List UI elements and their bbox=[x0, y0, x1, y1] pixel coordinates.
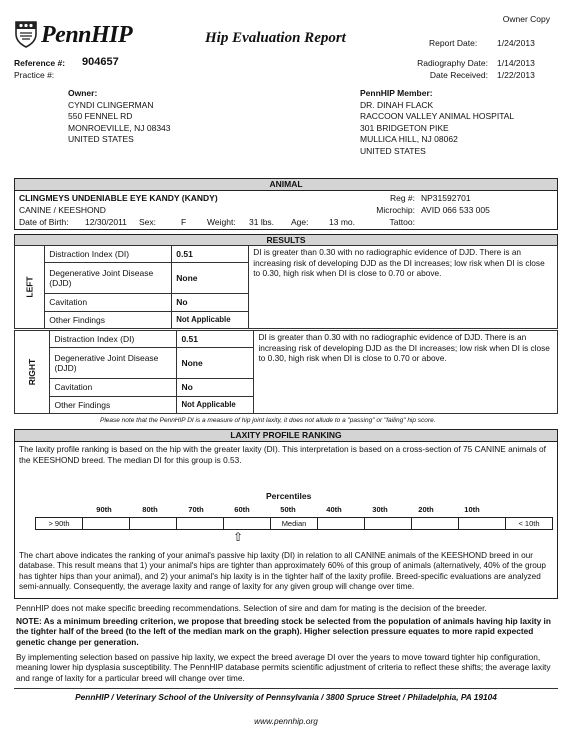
animal-section-title: ANIMAL bbox=[15, 179, 557, 191]
pennhip-logo bbox=[14, 18, 134, 54]
percentile-headers bbox=[35, 505, 541, 516]
percentile-cell bbox=[224, 518, 271, 530]
percentile-cell bbox=[459, 518, 506, 530]
percentile-cell: > 90th bbox=[36, 518, 83, 530]
percentile-header: 30th bbox=[372, 505, 388, 514]
radiography-date: 1/14/2013 bbox=[497, 58, 535, 68]
date-received: 1/22/2013 bbox=[497, 70, 535, 80]
results-right-table bbox=[14, 330, 558, 414]
owner-block bbox=[68, 88, 171, 146]
owner-line: CYNDI CLINGERMAN bbox=[68, 99, 154, 110]
date-received-label: Date Received: bbox=[429, 70, 488, 80]
member-label: PennHIP Member: bbox=[360, 88, 433, 98]
results-left-table bbox=[14, 245, 558, 329]
breeding-note: NOTE: As a minimum breeding criterion, we propose that breeding stock be selected from the population of animals having hip laxity in the tighter half of the breed (to the left of the median mark on the graph). Higher selection pressure equates to more rapid expected genetic change per generation. bbox=[16, 616, 551, 647]
percentile-header: 60th bbox=[234, 505, 250, 514]
weight-label: Weight: bbox=[207, 217, 236, 227]
percentile-cell bbox=[412, 518, 459, 530]
member-block bbox=[360, 88, 514, 157]
animal-section bbox=[14, 178, 558, 230]
laxity-intro: The laxity profile ranking is based on the hip with the greater laxity (DI). This interpretation is based on a cross-section of 75 CANINE animals of the KEESHOND breed. The median DI for this group is 0.53. bbox=[19, 444, 546, 465]
logo-text: PennHIP bbox=[41, 22, 133, 48]
owner-copy-label: Owner Copy bbox=[502, 14, 550, 24]
left-djd-value: None bbox=[172, 263, 249, 294]
implementing-text: By implementing selection based on passive hip laxity, we expect the breed average DI over the years to move toward tighter hip configuration, meaning lower hip dysplasia susceptibility. The PennHIP database permits scientific adjustment of criteria to reflect these shifts; the average laxity and range of laxity for a particular breed will change over time. bbox=[16, 652, 551, 683]
right-side-label: RIGHT bbox=[15, 331, 50, 414]
reg-value: NP31592701 bbox=[421, 193, 471, 203]
percentile-bar bbox=[35, 517, 553, 530]
shield-icon bbox=[14, 20, 38, 48]
report-date-label: Report Date: bbox=[429, 38, 478, 48]
percentile-header: 90th bbox=[96, 505, 112, 514]
microchip-value: AVID 066 533 005 bbox=[421, 205, 490, 215]
laxity-section bbox=[14, 429, 558, 599]
left-comment: DI is greater than 0.30 with no radiographic evidence of DJD. There is an increasing risk of developing DJD as the DI increases; low risk when DI is close to 0.30, high risk when DI is close to 0.70 or above. bbox=[249, 246, 558, 329]
member-line: 301 BRIDGETON PIKE bbox=[360, 122, 449, 133]
right-djd-label: Degenerative Joint Disease (DJD) bbox=[50, 348, 177, 379]
percentile-header: 40th bbox=[326, 505, 342, 514]
ranking-arrow-icon: ⇧ bbox=[233, 530, 244, 544]
left-cavitation-value: No bbox=[172, 294, 249, 311]
no-recommendation-text: PennHIP does not make specific breeding recommendations. Selection of sire and dam for mating is the decision of the breeder. bbox=[16, 603, 487, 613]
left-di-value: 0.51 bbox=[172, 246, 249, 263]
member-line: RACCOON VALLEY ANIMAL HOSPITAL bbox=[360, 111, 515, 121]
percentile-header: 80th bbox=[142, 505, 158, 514]
percentile-cell: < 10th bbox=[506, 518, 553, 530]
percentile-cell bbox=[365, 518, 412, 530]
owner-line: UNITED STATES bbox=[68, 134, 134, 144]
results-section bbox=[14, 234, 558, 414]
sex-label: Sex: bbox=[139, 217, 157, 227]
reg-label: Reg #: bbox=[389, 193, 415, 203]
left-di-label: Distraction Index (DI) bbox=[45, 246, 172, 263]
percentile-cell bbox=[177, 518, 224, 530]
left-other-label: Other Findings bbox=[45, 311, 172, 328]
dob-value: 12/30/2011 bbox=[85, 217, 127, 227]
dob-label: Date of Birth: bbox=[19, 217, 69, 227]
footer-website: www.pennhip.org bbox=[254, 716, 318, 726]
percentiles-title: Percentiles bbox=[266, 491, 312, 501]
footer-address: PennHIP / Veterinary School of the University of Pennsylvania / 3800 Spruce Street / Philadelphia, PA 19104 bbox=[75, 692, 497, 702]
percentile-cell bbox=[83, 518, 130, 530]
right-cavitation-label: Cavitation bbox=[50, 379, 177, 396]
right-di-value: 0.51 bbox=[177, 331, 254, 348]
left-djd-label: Degenerative Joint Disease (DJD) bbox=[45, 263, 172, 294]
right-di-label: Distraction Index (DI) bbox=[50, 331, 177, 348]
right-cavitation-value: No bbox=[177, 379, 254, 396]
left-cavitation-label: Cavitation bbox=[45, 294, 172, 311]
reference-label: Reference #: bbox=[14, 58, 66, 68]
right-other-value: Not Applicable bbox=[177, 396, 254, 413]
sex-value: F bbox=[181, 217, 187, 227]
age-value: 13 mo. bbox=[329, 217, 355, 227]
member-line: DR. DINAH FLACK bbox=[360, 99, 434, 110]
laxity-section-title: LAXITY PROFILE RANKING bbox=[15, 430, 557, 442]
weight-value: 31 lbs. bbox=[249, 217, 275, 227]
microchip-label: Microchip: bbox=[376, 205, 415, 215]
results-section-title: RESULTS bbox=[14, 234, 558, 246]
footer-rule bbox=[14, 688, 558, 689]
laxity-explanation: The chart above indicates the ranking of your animal's passive hip laxity (DI) in relation to all CANINE animals of the KEESHOND breed in our database. This result means that 1) your animal's hips are tighter than approximately 60% of this group of animals (alternatively, 40% of the group has tighter hips than your animal), and 2) your animal's hip laxity is in the tighter half of the laxity profile. Breed-specific evaluations are analyzed semi-annually. Consequently, the average laxity and range of laxity for any given group will change over time. bbox=[19, 551, 546, 591]
results-note: Please note that the PennHIP DI is a measure of hip joint laxity, it does not allude to a "passing" or "failing" hip score. bbox=[100, 417, 436, 424]
animal-breed: CANINE / KEESHOND bbox=[19, 205, 106, 215]
right-other-label: Other Findings bbox=[50, 396, 177, 413]
radiography-date-label: Radiography Date: bbox=[417, 58, 488, 68]
left-side-label: LEFT bbox=[15, 246, 45, 329]
right-djd-value: None bbox=[177, 348, 254, 379]
practice-label: Practice #: bbox=[14, 70, 55, 80]
percentile-cell bbox=[130, 518, 177, 530]
owner-line: 550 FENNEL RD bbox=[68, 111, 133, 121]
tattoo-label: Tattoo: bbox=[389, 217, 415, 227]
percentile-header: 20th bbox=[418, 505, 434, 514]
percentile-cell-median: Median bbox=[271, 518, 318, 530]
age-label: Age: bbox=[291, 217, 309, 227]
percentile-cell bbox=[318, 518, 365, 530]
reference-number: 904657 bbox=[82, 56, 119, 68]
member-line: MULLICA HILL, NJ 08062 bbox=[360, 134, 458, 144]
owner-line: MONROEVILLE, NJ 08343 bbox=[68, 122, 171, 133]
left-other-value: Not Applicable bbox=[172, 311, 249, 328]
animal-name: CLINGMEYS UNDENIABLE EYE KANDY (KANDY) bbox=[19, 193, 218, 203]
owner-label: Owner: bbox=[68, 88, 98, 98]
member-line: UNITED STATES bbox=[360, 145, 426, 156]
report-title: Hip Evaluation Report bbox=[205, 30, 346, 46]
report-date: 1/24/2013 bbox=[497, 38, 535, 48]
percentile-header: 10th bbox=[464, 505, 480, 514]
right-comment: DI is greater than 0.30 with no radiographic evidence of DJD. There is an increasing risk of developing DJD as the DI increases; low risk when DI is close to 0.30, high risk when DI is close to 0.70 or above. bbox=[254, 331, 558, 414]
percentile-header: 50th bbox=[280, 505, 296, 514]
percentile-header: 70th bbox=[188, 505, 204, 514]
